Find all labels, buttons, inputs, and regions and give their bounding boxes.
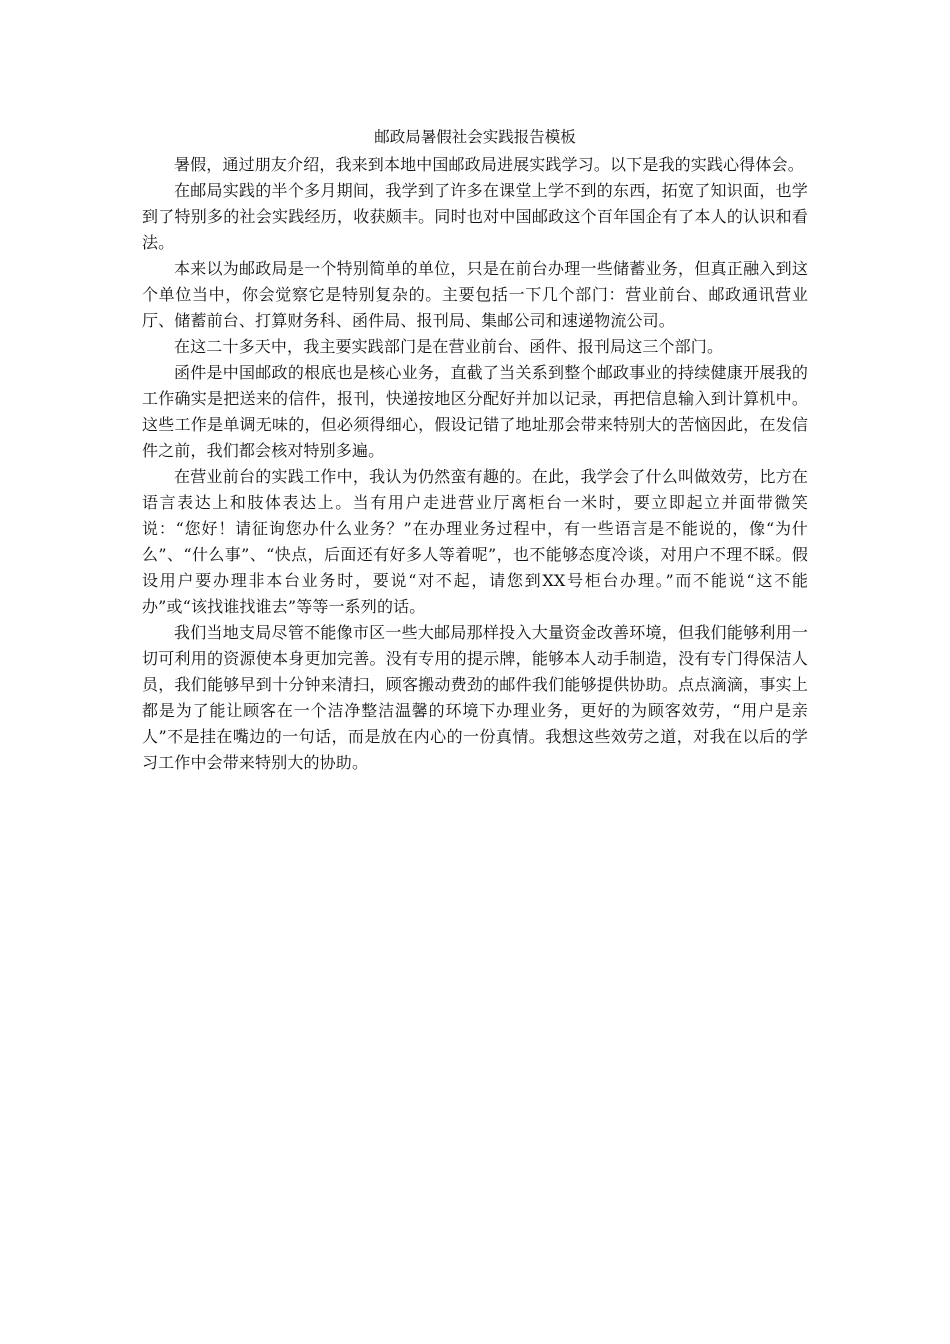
paragraph-1: 暑假，通过朋友介绍，我来到本地中国邮政局进展实践学习。以下是我的实践心得体会。 (174, 155, 804, 174)
paragraph-6: 在营业前台的实践工作中，我认为仍然蛮有趣的。在此，我学会了什么叫做效劳，比方在语言表达上和肢体表达上。当有用户走进营业厅离柜台一米时，要立即起立并面带微笑说：“您好！请征询您办什么业务？”在办理业务过程中，有一些语言是不能说的，像“为什么”、“什么事”、“快点，后面还有好多人等着呢”，也不能够态度冷谈，对用户不理不睬。假设用户要办理非本台业务时，要说“对不起，请您到XX号柜台办理。”而不能说“这不能办”或“该找谁找谁去”等等一系列的话。 (142, 467, 808, 616)
paragraph-4: 在这二十多天中，我主要实践部门是在营业前台、函件、报刊局这三个部门。 (174, 337, 724, 356)
paragraph-3: 本来以为邮政局是一个特别简单的单位，只是在前台办理一些储蓄业务，但真正融入到这个单位当中，你会觉察它是特别复杂的。主要包括一下几个部门：营业前台、邮政通讯营业厅、储蓄前台、打算财务科、函件局、报刊局、集邮公司和速递物流公司。 (142, 259, 808, 330)
document-page (142, 122, 808, 776)
document-title: 邮政局暑假社会实践报告模板 (374, 128, 576, 146)
paragraph-7: 我们当地支局尽管不能像市区一些大邮局那样投入大量资金改善环境，但我们能够利用一切可利用的资源使本身更加完善。没有专用的提示牌，能够本人动手制造，没有专门得保洁人员，我们能够早到十分钟来清扫，顾客搬动费劲的邮件我们能够提供协助。点点滴滴，事实上都是为了能让顾客在一个洁净整洁温馨的环境下办理业务，更好的为顾客效劳，“用户是亲人”不是挂在嘴边的一句话，而是放在内心的一份真情。我想这些效劳之道，对我在以后的学习工作中会带来特别大的协助。 (142, 623, 808, 772)
paragraph-5: 函件是中国邮政的根底也是核心业务，直截了当关系到整个邮政事业的持续健康开展我的工作确实是把送来的信件，报刊，快递按地区分配好并加以记录，再把信息输入到计算机中。这些工作是单调无味的，但必须得细心，假设记错了地址那会带来特别大的苦恼因此，在发信件之前，我们都会核对特别多遍。 (142, 363, 808, 460)
paragraph-2: 在邮局实践的半个多月期间，我学到了许多在课堂上学不到的东西，拓宽了知识面，也学到了特别多的社会实践经历，收获颇丰。同时也对中国邮政这个百年国企有了本人的认识和看法。 (142, 181, 808, 252)
